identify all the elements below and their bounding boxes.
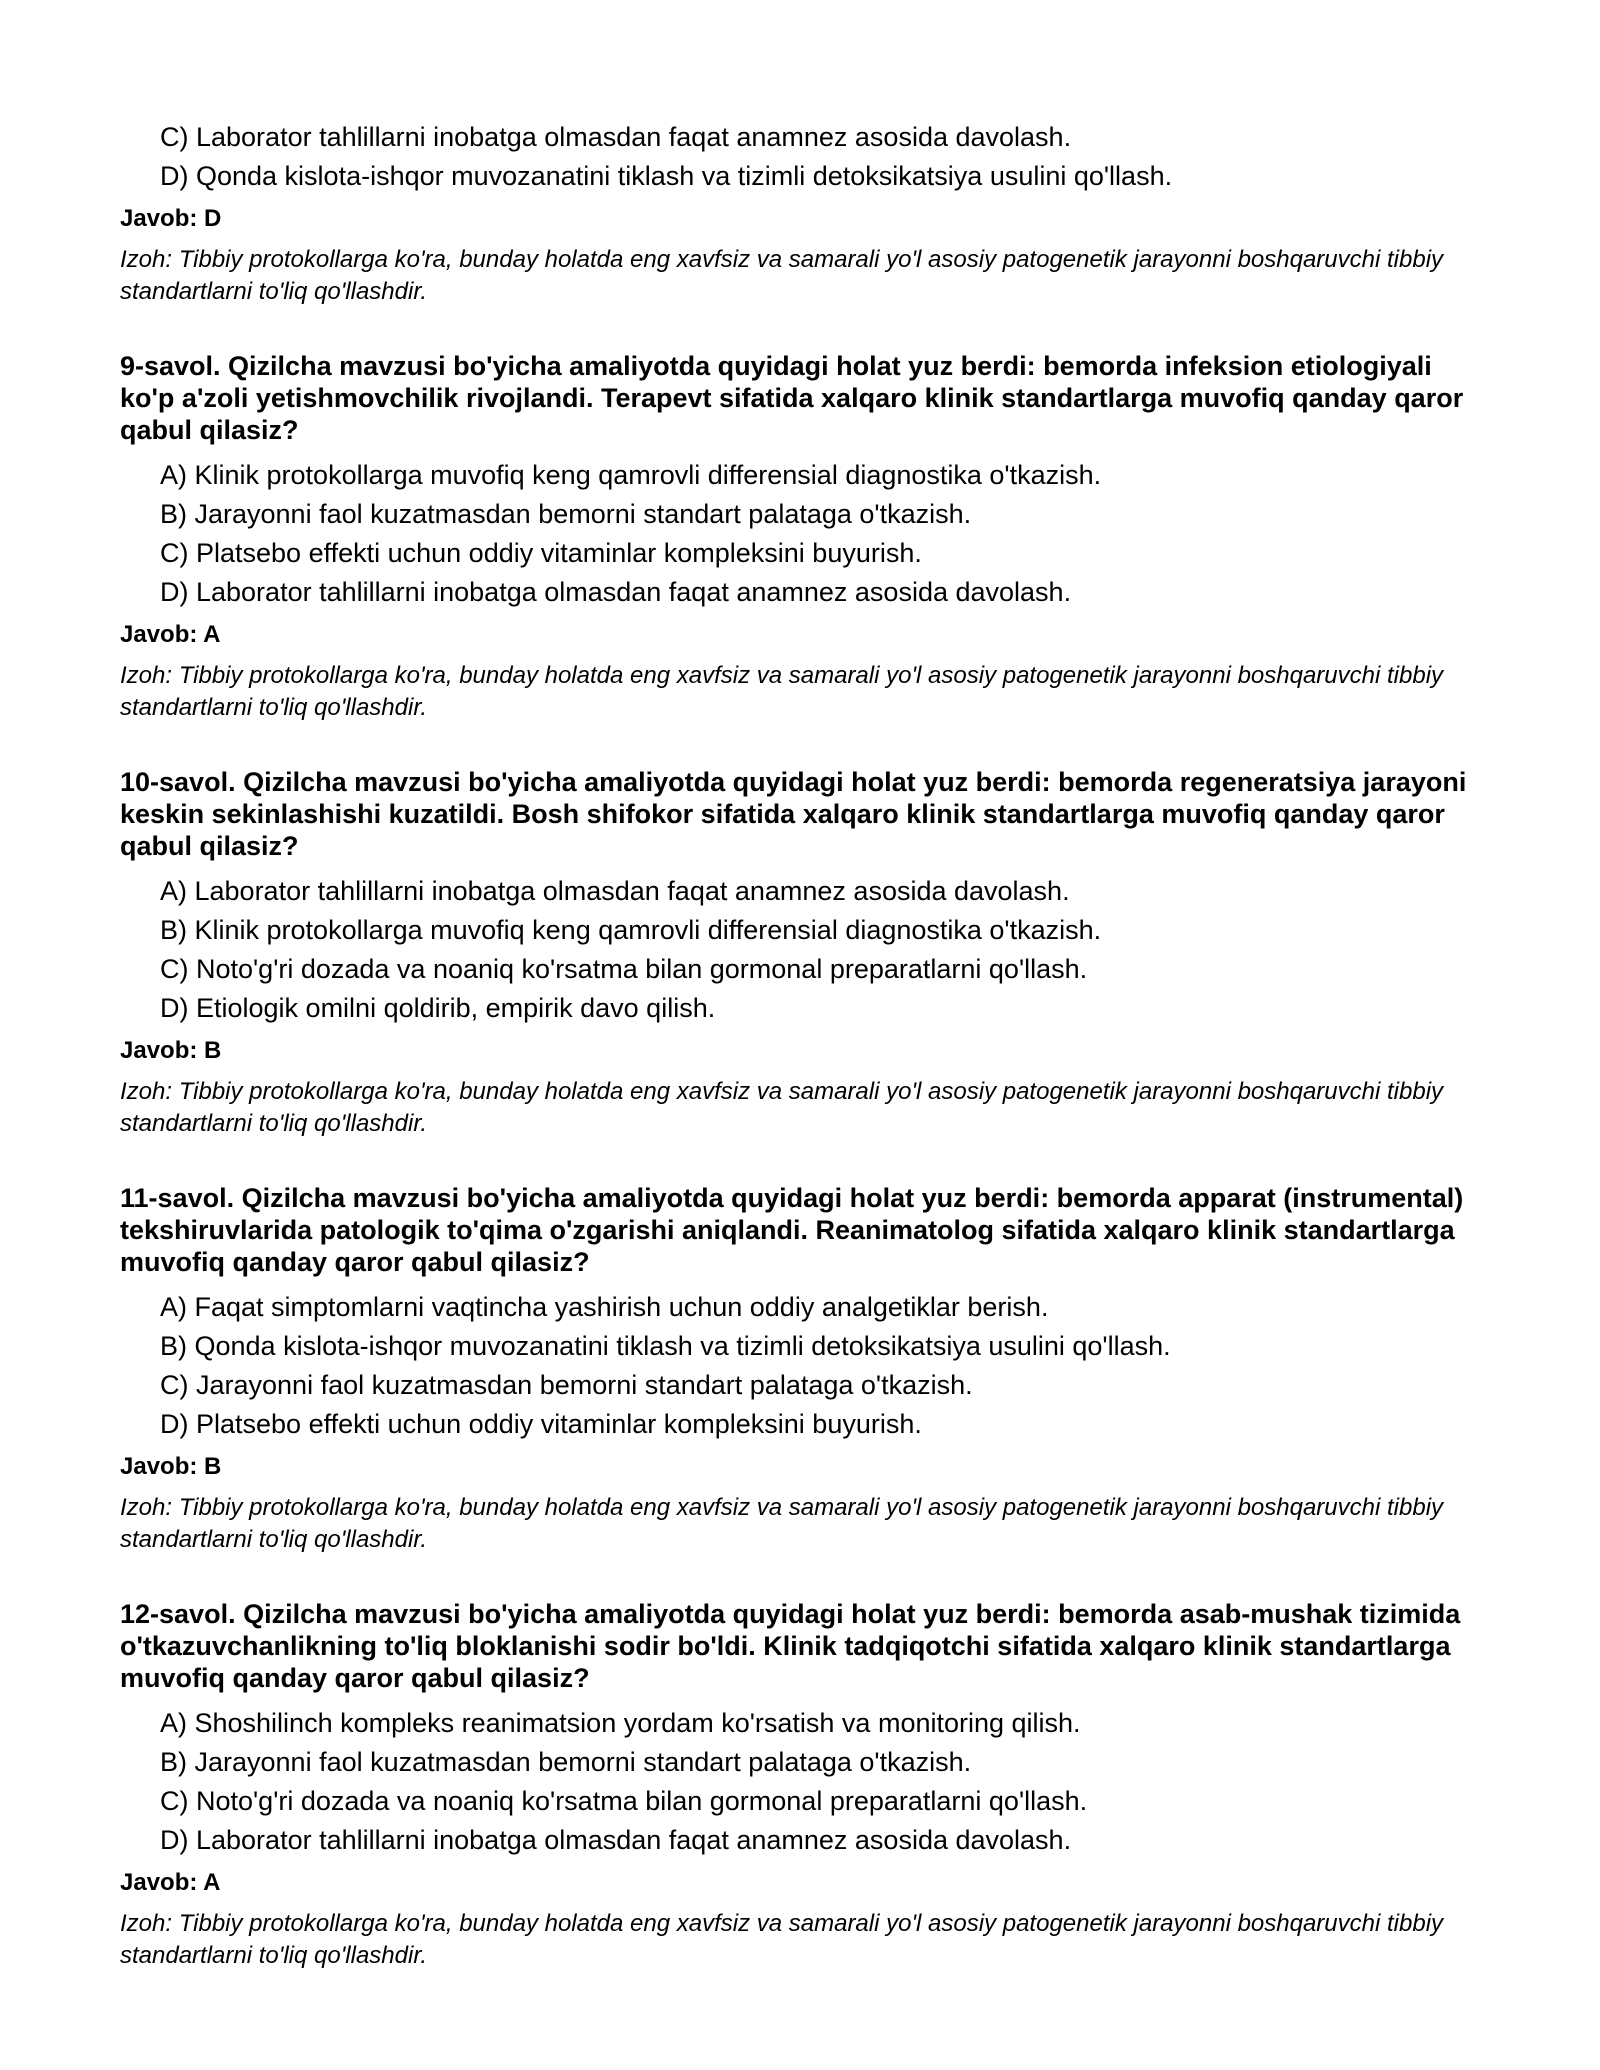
option-b: B) Qonda kislota-ishqor muvozanatini tiklash va tizimli detoksikatsiya usulini qo'llash. <box>160 1331 1171 1361</box>
document-page <box>120 118 1480 2014</box>
explanation-note: Izoh: Tibbiy protokollarga ko'ra, bunday holatda eng xavfsiz va samarali yo'l asosiy patogenetik jarayonni boshqaruvchi tibbiy standartlarni to'liq qo'llashdir. <box>120 1078 1444 1137</box>
answer-label: Javob: B <box>120 1453 222 1480</box>
answer-label: Javob: A <box>120 621 221 648</box>
option-b: B) Jarayonni faol kuzatmasdan bemorni standart palataga o'tkazish. <box>160 1747 972 1777</box>
question-title: 9-savol. Qizilcha mavzusi bo'yicha amaliyotda quyidagi holat yuz berdi: bemorda infeksion etiologiyali ko'p a'zoli yetishmovchilik rivojlandi. Terapevt sifatida xalqaro klinik standartlarga muvofiq qanday qaror qabul qilasiz? <box>120 351 1464 445</box>
option-d: D) Qonda kislota-ishqor muvozanatini tiklash va tizimli detoksikatsiya usulini qo'llash. <box>160 161 1173 191</box>
option-c: C) Noto'g'ri dozada va noaniq ko'rsatma bilan gormonal preparatlarni qo'llash. <box>160 954 1088 984</box>
question-9 <box>120 350 1480 724</box>
option-d: D) Laborator tahlillarni inobatga olmasdan faqat anamnez asosida davolash. <box>160 1825 1072 1855</box>
options-list <box>120 1288 1480 1444</box>
option-c: C) Noto'g'ri dozada va noaniq ko'rsatma bilan gormonal preparatlarni qo'llash. <box>160 1786 1088 1816</box>
question-title: 12-savol. Qizilcha mavzusi bo'yicha amaliyotda quyidagi holat yuz berdi: bemorda asab-mushak tizimida o'tkazuvchanlikning to'liq bloklanishi sodir bo'ldi. Klinik tadqiqotchi sifatida xalqaro klinik standartlarga muvofiq qanday qaror qabul qilasiz? <box>120 1599 1461 1693</box>
option-c: C) Jarayonni faol kuzatmasdan bemorni standart palataga o'tkazish. <box>160 1370 973 1400</box>
option-c: C) Laborator tahlillarni inobatga olmasdan faqat anamnez asosida davolash. <box>160 122 1072 152</box>
question-12 <box>120 1598 1480 1972</box>
explanation-note: Izoh: Tibbiy protokollarga ko'ra, bunday holatda eng xavfsiz va samarali yo'l asosiy patogenetik jarayonni boshqaruvchi tibbiy standartlarni to'liq qo'llashdir. <box>120 246 1444 305</box>
option-a: A) Shoshilinch kompleks reanimatsion yordam ko'rsatish va monitoring qilish. <box>160 1708 1081 1738</box>
question-title: 10-savol. Qizilcha mavzusi bo'yicha amaliyotda quyidagi holat yuz berdi: bemorda regeneratsiya jarayoni keskin sekinlashishi kuzatildi. Bosh shifokor sifatida xalqaro klinik standartlarga muvofiq qanday qaror qabul qilasiz? <box>120 767 1467 861</box>
option-a: A) Faqat simptomlarni vaqtincha yashirish uchun oddiy analgetiklar berish. <box>160 1292 1049 1322</box>
option-d: D) Platsebo effekti uchun oddiy vitaminlar kompleksini buyurish. <box>160 1409 922 1439</box>
options-list <box>120 1704 1480 1860</box>
answer-label: Javob: D <box>120 205 222 232</box>
option-a: A) Klinik protokollarga muvofiq keng qamrovli differensial diagnostika o'tkazish. <box>160 460 1102 490</box>
option-b: B) Jarayonni faol kuzatmasdan bemorni standart palataga o'tkazish. <box>160 499 972 529</box>
question-10 <box>120 766 1480 1140</box>
option-b: B) Klinik protokollarga muvofiq keng qamrovli differensial diagnostika o'tkazish. <box>160 915 1102 945</box>
option-d: D) Etiologik omilni qoldirib, empirik davo qilish. <box>160 993 716 1023</box>
option-d: D) Laborator tahlillarni inobatga olmasdan faqat anamnez asosida davolash. <box>160 577 1072 607</box>
answer-label: Javob: A <box>120 1869 221 1896</box>
option-c: C) Platsebo effekti uchun oddiy vitaminlar kompleksini buyurish. <box>160 538 922 568</box>
explanation-note: Izoh: Tibbiy protokollarga ko'ra, bunday holatda eng xavfsiz va samarali yo'l asosiy patogenetik jarayonni boshqaruvchi tibbiy standartlarni to'liq qo'llashdir. <box>120 1494 1444 1553</box>
answer-label: Javob: B <box>120 1037 222 1064</box>
question-title: 11-savol. Qizilcha mavzusi bo'yicha amaliyotda quyidagi holat yuz berdi: bemorda apparat (instrumental) tekshiruvlarida patologik to'qima o'zgarishi aniqlandi. Reanimatolog sifatida xalqaro klinik standartlarga muvofiq qanday qaror qabul qilasiz? <box>120 1183 1464 1277</box>
options-list <box>120 456 1480 612</box>
option-a: A) Laborator tahlillarni inobatga olmasdan faqat anamnez asosida davolash. <box>160 876 1070 906</box>
explanation-note: Izoh: Tibbiy protokollarga ko'ra, bunday holatda eng xavfsiz va samarali yo'l asosiy patogenetik jarayonni boshqaruvchi tibbiy standartlarni to'liq qo'llashdir. <box>120 1910 1444 1969</box>
question-11 <box>120 1182 1480 1556</box>
question-8-continuation <box>120 118 1480 308</box>
explanation-note: Izoh: Tibbiy protokollarga ko'ra, bunday holatda eng xavfsiz va samarali yo'l asosiy patogenetik jarayonni boshqaruvchi tibbiy standartlarni to'liq qo'llashdir. <box>120 662 1444 721</box>
options-list <box>120 872 1480 1028</box>
